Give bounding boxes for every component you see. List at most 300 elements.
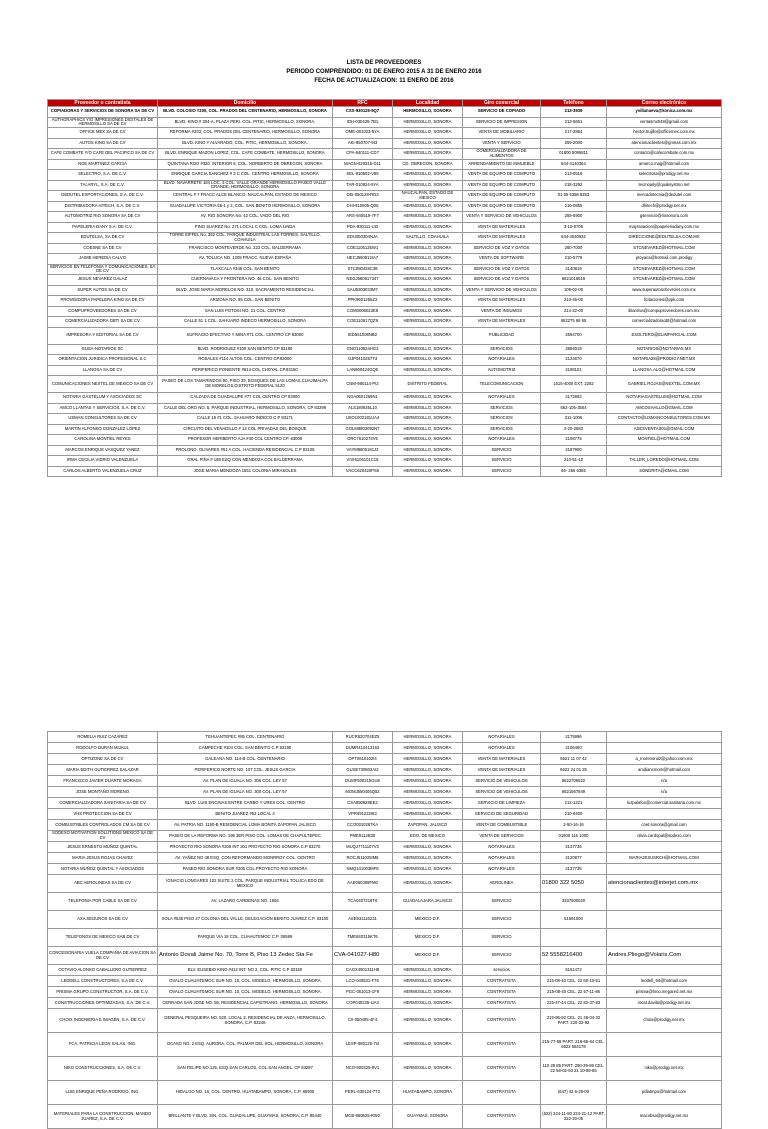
rfc-cell: USO1002181UA4	[333, 414, 393, 425]
locality-cell: HERMOSILLO, SONORA	[393, 306, 463, 317]
address-cell: OCASO NO. 2 ESQ. AURORA, COL. PALMAR DEL SOL, HERMOSILLO, SONORA	[158, 1033, 333, 1057]
locality-cell: HERMOSILLO, SONORA	[393, 445, 463, 456]
column-header-rfc: RFC	[333, 100, 393, 107]
address-cell: CIRCUITO DEL VENADILLO # 14 COL PRIVADAS DEL BOSQUE	[158, 424, 333, 435]
locality-cell: EDO. DE MEXICO	[393, 831, 463, 842]
business-cell: VENTA Y SERVICIO	[463, 138, 541, 149]
locality-cell: HERMOSILLO, SONORA	[393, 743, 463, 754]
phone-cell: 215-08-40 CEL. 22 60-10-51	[541, 976, 607, 987]
locality-cell: HERMOSILLO, SONORA	[393, 875, 463, 893]
email-cell: cnet.sonora@gmail.com	[607, 820, 722, 831]
email-cell: prisma@hmo.megared.net.mx	[607, 987, 722, 998]
document-period: PERIODO COMPRENDIDO: 01 DE ENERO 2015 A 31 DE ENERO 2016	[286, 69, 482, 75]
business-cell: VENTA DE INSUMOS	[463, 306, 541, 317]
locality-cell: HERMOSILLO, SONORA	[393, 170, 463, 181]
locality-cell: MEXICO D.F.	[393, 911, 463, 929]
rfc-cell: PGC-051013-1F9	[333, 987, 393, 998]
locality-cell: HERMOSILLO, SONORA	[393, 365, 463, 376]
table-row	[48, 296, 722, 307]
address-cell: REFORMA #333, COL. PRADOS DEL CENTENARIO, HERMOSILLO, SONORA	[158, 128, 333, 139]
locality-cell: HERMOSILLO, SONORA	[393, 138, 463, 149]
rfc-cell: ROCJ511025IM6	[333, 853, 393, 864]
locality-cell: HERMOSILLO, SONORA	[393, 344, 463, 355]
locality-cell: HERMOSILLO, SONORA	[393, 998, 463, 1009]
rfc-cell: SAU5203033M7	[333, 285, 393, 296]
locality-cell: HERMOSILLO, SONORA	[393, 317, 463, 328]
phone-cell: 52 5558216400	[541, 947, 607, 965]
rfc-cell: EDU050304NJA	[333, 233, 393, 244]
locality-cell: HERMOSILLO, SONORA	[393, 776, 463, 787]
supplier-cell: AUTOS KINO SA DE CV	[48, 138, 158, 149]
email-cell: GABRIEL.ROJAS@NEXTEL.COM.MX	[607, 376, 722, 393]
email-cell: tecmoaily@qualisystmo.net	[607, 180, 722, 191]
phone-cell: 2140819	[541, 264, 607, 275]
business-cell: SERVICIO DE VOZ Y DATOS	[463, 243, 541, 254]
supplier-cell: RODOLFO DURAN MIJAUL	[48, 743, 158, 754]
table-row	[48, 820, 722, 831]
supplier-cell: SELECTRO, S.A. DE C.V.	[48, 170, 158, 181]
phone-cell: 215-08-40 CEL. 22 57-11-86	[541, 987, 607, 998]
phone-cell: 215-95-92 CEL. 21 48-04-32 PART. 220-32-92	[541, 1009, 607, 1033]
supplier-cell: JAIME HEREDIA CALVO	[48, 254, 158, 265]
rfc-cell: SEL-910502-V89	[333, 170, 393, 181]
table-row	[48, 976, 722, 987]
locality-cell: HERMOSILLO, SONORA	[393, 107, 463, 118]
locality-cell: HERMOSILLO, SONORA	[393, 1057, 463, 1081]
locality-cell: HERMOSILLO, SONORA	[393, 1033, 463, 1057]
email-cell	[607, 911, 722, 929]
rfc-cell: VPR091222I63	[333, 809, 393, 820]
phone-cell: 3-10-0706	[541, 222, 607, 233]
supplier-cell: CAFE COMBATE Y/O CAFE DEL PACIFICO SA DE CV	[48, 149, 158, 160]
suppliers-table-page-1	[47, 99, 722, 477]
locality-cell: HERMOSILLO, SONORA	[393, 201, 463, 212]
business-cell: SERVICIO	[463, 893, 541, 911]
supplier-cell: ROMELIA RUIZ CAZAREZ	[48, 732, 158, 743]
address-cell: TLAXCALA #346 COL. SAN BENITO	[158, 264, 333, 275]
column-header-business: Giro comercial	[463, 100, 541, 107]
phone-cell: 215-47-44 CEL. 22 82-37-83	[541, 998, 607, 1009]
supplier-cell: PROVEEDORA PAPELERA KINO SA DE CV	[48, 296, 158, 307]
business-cell: COMERCIALIZADORA DE ALIMENTOS	[463, 149, 541, 160]
email-cell: n/a	[607, 787, 722, 798]
supplier-cell: GUSA-NOTARIOS SC	[48, 344, 158, 355]
address-cell: BLVD. RODRIGUEZ #100 SAN BENITO CP 83190	[158, 344, 333, 355]
business-cell: SERVICIO	[463, 911, 541, 929]
phone-cell: 2594700	[541, 327, 607, 344]
address-cell: CALLE DEL ORO NO. 5, PARQUE INDUSTRIAL, HERMOSILLO, SONORA, CP 83299	[158, 403, 333, 414]
table-row	[48, 306, 722, 317]
email-cell: yvillanueva@konica.com.mx	[607, 107, 722, 118]
address-cell: AV. TOLUCA NO. 1209 FRACC. NUEVA ESPAÑA	[158, 254, 333, 265]
business-cell: VENTA DE MOBILIARIO	[463, 128, 541, 139]
locality-cell: HERMOSILLO, SONORA	[393, 976, 463, 987]
locality-cell: HERMOSILLO, SONORA	[393, 149, 463, 160]
business-cell: SERVICIO DE VOZ Y DATOS	[463, 275, 541, 286]
phone-cell: 210-51-10	[541, 456, 607, 467]
business-cell: VENTA DE SOFTWARE	[463, 254, 541, 265]
email-cell: a_morenoruiz@yahoo.com.mx	[607, 754, 722, 765]
phone-cell: 844-4040932	[541, 233, 607, 244]
address-cell: CALLE 51 1 COL. SAHUARO INDECO HERMOSILLO, SONORA	[158, 317, 333, 328]
supplier-cell: NIKO CONSTRUCCIONES, S.A. DE C.V.	[48, 1057, 158, 1081]
supplier-cell: IMPRESORA Y EDITORIAL SA DE CV	[48, 327, 158, 344]
supplier-cell: OPTIZONE SA DE CV	[48, 754, 158, 765]
rfc-cell: CSA850828EE2	[333, 798, 393, 809]
business-cell: SERVICIO	[463, 466, 541, 477]
table-row	[48, 466, 722, 477]
business-cell: SERVICIO DE VEHICULOS	[463, 776, 541, 787]
supplier-cell: MATERIALES PARA LA CONSTRUCCION, MANDO JUAREZ, S.A. DE C.V.	[48, 1105, 158, 1129]
supplier-cell: CONCESIONARIA VUELA COMPAÑIA DE AVIACION SA DE CV	[48, 947, 158, 965]
supplier-cell: JESUS ERNESTO MUÑOZ QUINTAL	[48, 842, 158, 853]
phone-cell: 214-22-00	[541, 306, 607, 317]
email-cell: amdiancmom@hotmail.com	[607, 765, 722, 776]
address-cell: PARQUE VIA 18 COL. CUAHUTEMOC C.P. 06599	[158, 929, 333, 947]
supplier-cell: TELEFONOS DE MEXICO SAB DE CV	[48, 929, 158, 947]
locality-cell: HERMOSILLO, SONORA	[393, 754, 463, 765]
table-row	[48, 853, 722, 864]
business-cell: NOTARIALES	[463, 732, 541, 743]
business-cell: TELECOMUNICACION	[463, 376, 541, 393]
address-cell: BLVD. KINO Y ALVARADO, COL. PITIC, HERMOSILLO, SONORA.	[158, 138, 333, 149]
locality-cell: SALTILLO, COAHUILA	[393, 233, 463, 244]
email-cell: choix@prodigy.net.mx	[607, 1009, 722, 1033]
phone-cell: 2137735	[541, 864, 607, 875]
email-cell: NOTARIA28@PRODIGY.NET.MX	[607, 355, 722, 366]
table-row	[48, 842, 722, 853]
table-row	[48, 1105, 722, 1129]
address-cell: CALZADA DE GUADALUPE #77 COL CENTRO CP 83000	[158, 393, 333, 404]
supplier-cell: MARCOS ENRIQUE VASQUEZ YANEZ	[48, 445, 158, 456]
address-cell: CENTRAL # 7 FRACC ALCE BLANCO, NAUCALPAN, ESTADO DE MEXICO	[158, 191, 333, 202]
email-cell: STCNEVAREZ@HOTMAIL.COM	[607, 275, 722, 286]
supplier-cell: NOTARIA MUÑOZ QUINTAL Y ASOCIADOS	[48, 864, 158, 875]
locality-cell: HERMOSILLO, SONORA	[393, 765, 463, 776]
rfc-cell: AAE050309FM0	[333, 875, 393, 893]
rfc-cell: TME840315KT6	[333, 929, 393, 947]
email-cell: MONTIEL@HOTMAIL.COM	[607, 435, 722, 446]
phone-cell: 2188101	[541, 365, 607, 376]
supplier-cell: OFFICE MEX SA DE CV	[48, 128, 158, 139]
document-title: LISTA DE PROVEEDORES	[346, 60, 422, 66]
rfc-cell: CCO0310267KA	[333, 820, 393, 831]
rfc-cell: MUQJ7711107V3	[333, 842, 393, 853]
phone-cell: 259-5900	[541, 212, 607, 223]
table-row	[48, 233, 722, 244]
address-cell: SAN LUIS POTOSI NO. 21 COL. CENTRO	[158, 306, 333, 317]
supplier-cell: JOSE MONTAÑO MORENO	[48, 787, 158, 798]
phone-cell: 217-2864	[541, 128, 607, 139]
address-cell: BRILLANTE Y BLVD. S/N, COL. GUADALUPE, GUAYMAS, SONORA, C.P. 85440	[158, 1105, 333, 1129]
rfc-cell: OPT0810102I4	[333, 754, 393, 765]
supplier-cell: DEDUTEL EXPORTACIONES, S.A. DE C.V.	[48, 191, 158, 202]
business-cell: SERVICIO	[463, 947, 541, 965]
email-cell	[607, 809, 722, 820]
rfc-cell: GNO110824HG3	[333, 344, 393, 355]
supplier-cell: AUTHGRAPHICS Y/O IMPRESIONES DIGITALES DE HERMOSILLO SA DE CV	[48, 117, 158, 128]
email-cell: leodell_94@hotmail.com	[607, 976, 722, 987]
rfc-cell: COE110617QZ9	[333, 317, 393, 328]
supplier-cell: MARTIN ALFONSO GONZALEZ LOPEZ	[48, 424, 158, 435]
rfc-cell: HECJ560812IA7	[333, 254, 393, 265]
business-cell: VENTA DE EQUIPO DE COMPUTO	[463, 201, 541, 212]
rfc-cell: COE1105125W1	[333, 243, 393, 254]
table-row	[48, 159, 722, 170]
phone-cell: 2106460	[541, 743, 607, 754]
email-cell: NOTARIOS@NOTARIAS.MX	[607, 344, 722, 355]
phone-cell: 311-1006	[541, 414, 607, 425]
supplier-cell: OCTAVIO ALONSO CABALLERO GUTIERREZ	[48, 965, 158, 976]
supplier-cell: TAI ARYL, S.A. DE C.V.	[48, 180, 158, 191]
email-cell: proyaca@hotmail.com.prodigy	[607, 254, 722, 265]
supplier-cell: MARIA JESUS ROJAS CHAVEZ	[48, 853, 158, 864]
email-cell: comercializadoraobt@hotmail.com	[607, 317, 722, 328]
rfc-cell: IDH-030426-7B1	[333, 117, 393, 128]
address-cell: BLVD. COLOSIO #200, COL. PRADOS DEL CENTENARIO, HERMOSILLO, SONORA	[158, 107, 333, 118]
phone-cell: 01 55 5358 8253	[541, 191, 607, 202]
locality-cell: GUAYMAS, SONORA	[393, 1105, 463, 1129]
rfc-cell: PME9112B30	[333, 831, 393, 842]
rfc-cell: ARS-940519-7F7	[333, 212, 393, 223]
business-cell: VENTA Y SERVICIO DE VEHICULOS	[463, 285, 541, 296]
rfc-cell: COM0006023E8	[333, 306, 393, 317]
business-cell: CONTRATISTA	[463, 976, 541, 987]
address-cell: PASEO DE LA REFORMA NO. 195 3ER PISO COL. LOMAS DE CHAPULTEPEC	[158, 831, 333, 842]
table-row	[48, 138, 722, 149]
address-cell: AV. PATRIA NO. 1150-B RESIDENCIAL LOMA BONITA ZAPOPAN JALISCO	[158, 820, 333, 831]
phone-cell: 210-46-00	[541, 296, 607, 307]
business-cell: SERVICIOS	[463, 414, 541, 425]
business-cell: NOTARIALES	[463, 743, 541, 754]
address-cell: QUINTANA ROO #320. INTERIOR 8. COL. NORBERTO DE OBREGON, SONORA	[158, 159, 333, 170]
business-cell: VENTA DE MATERIALES	[463, 222, 541, 233]
supplier-cell: CARLOS ALBERTO VALENZUELA CRUZ	[48, 466, 158, 477]
locality-cell: HERMOSILLO, SONORA	[393, 798, 463, 809]
address-cell: BLVD. JOSE MARIA MORELOS NO. 310, SACRAMENTO RESIDENCIAL	[158, 285, 333, 296]
column-header-email: Correo electrónico	[607, 100, 722, 107]
address-cell: CALLE 15 #1 COL. SAHUARO INDECO C.P 83171	[158, 414, 333, 425]
table-row	[48, 222, 722, 233]
business-cell: SERVICIO	[463, 456, 541, 467]
business-cell: VENTA DE EQUIPO DE COMPUTO	[463, 180, 541, 191]
supplier-cell: LLANOSA SA DE CV	[48, 365, 158, 376]
email-cell: gsenvicio@riosonora.com	[607, 212, 722, 223]
address-cell: ENRIQUE GARCIA SANCHEZ # 3 C COL. CENTRO HERMOSILLO, SONORA	[158, 170, 333, 181]
supplier-cell: IRMA CECILIA VIDRIO VALENZUELA	[48, 456, 158, 467]
locality-cell: HERMOSILLO, SONORA	[393, 264, 463, 275]
rfc-cell: STC080428C38	[333, 264, 393, 275]
email-cell: macobsa@prodigy.net.mx	[607, 1105, 722, 1129]
email-cell: CONTACTO@USMANCONSULTORES.COM.MX	[607, 414, 722, 425]
phone-cell: 109-02-00	[541, 285, 607, 296]
business-cell: VENTA DE MATERIALES	[463, 233, 541, 244]
email-cell	[607, 743, 722, 754]
email-cell	[607, 732, 722, 743]
supplier-cell: CONSTRUCCIONES OPTIMIZADAS, S.A. DE C.V.	[48, 998, 158, 1009]
rfc-cell: ALS180926L10	[333, 403, 393, 414]
supplier-cell: VHS PROTECCION SA DE CV	[48, 809, 158, 820]
table-row	[48, 875, 722, 893]
phone-cell: 01800 5095811	[541, 149, 607, 160]
phone-cell: 215-77-58 PART. 216-65-64 CEL. 6622 584178	[541, 1033, 607, 1057]
rfc-cell: VACC620420PS6	[333, 466, 393, 477]
table-row	[48, 149, 722, 160]
table-row	[48, 743, 722, 754]
supplier-cell: ABC AEROLINEAS SA DE CV	[48, 875, 158, 893]
business-cell: SERVICIO DE COPIADO	[463, 107, 541, 118]
locality-cell: HERMOSILLO, SONORA	[393, 243, 463, 254]
locality-cell: HERMOSILLO, SONORA	[393, 355, 463, 366]
email-cell: AMCOSAHLLO@GMAIL.COM	[607, 403, 722, 414]
locality-cell: HERMOSILLO, SONORA	[393, 853, 463, 864]
phone-cell: 66- 255 6385	[541, 466, 607, 477]
phone-cell: 2137736	[541, 842, 607, 853]
email-cell: DIRECCIONE@EDUTELSA.COM.MX	[607, 233, 722, 244]
business-cell: VENTA DE COMBUSTIBLE	[463, 820, 541, 831]
email-cell: luzpalafox@comercial.sanitaria.com.mx	[607, 798, 722, 809]
address-cell: PROLONG. OLIVARES #51 A COL. HACIENDA RESIDENCIAL C.P 83105	[158, 445, 333, 456]
rfc-cell: COP040225-UA3	[333, 998, 393, 1009]
table-row	[48, 107, 722, 118]
supplier-cell: CHOIX INGENIERIA E IMAGEN, S.A. DE C.V.	[48, 1009, 158, 1033]
business-cell: CONTRATISTA	[463, 1057, 541, 1081]
email-cell: olivia.cardopal@sodexo.com	[607, 831, 722, 842]
table-row	[48, 403, 722, 414]
rfc-cell: PERL-630124-7T3	[333, 1081, 393, 1105]
address-cell: BLVD. ENRIQUE MAZON LOPEZ, COL. CAFE COMBATE, HERMOSILLO, SONORA	[158, 149, 333, 160]
phone-cell: 662275 68 65	[541, 317, 607, 328]
table-row	[48, 456, 722, 467]
email-cell: licitaciones@ppk.com	[607, 296, 722, 307]
email-cell: atencionaclientes@gnmas.com.mx	[607, 138, 722, 149]
suppliers-table-page-2	[47, 731, 722, 1129]
locality-cell: HERMOSILLO, SONORA	[393, 864, 463, 875]
rfc-cell: OME-001023-5YA	[333, 128, 393, 139]
rfc-cell: NMQ141003MF5	[333, 864, 393, 875]
supplier-cell: ORIENTACION JURIDICA PROFESIONAL S.C	[48, 355, 158, 366]
address-cell: GUADALUPE VICTORIA 55-1 y 2, COL. SAN BENITO HERMOSILLO, SONORA	[158, 201, 333, 212]
business-cell: NOTARIALES	[463, 355, 541, 366]
address-cell: PASEO RIO SONORA SUR #205 COL.PROYECTO RIO SONORA	[158, 864, 333, 875]
table-row	[48, 275, 722, 286]
table-row	[48, 445, 722, 456]
rfc-cell: LESP-580125-7I4	[333, 1033, 393, 1057]
email-cell	[607, 965, 722, 976]
locality-cell: HERMOSILLO, SONORA	[393, 809, 463, 820]
supplier-cell: COPIADORAS Y SERVICIOS DE SONORA SA DE CV	[48, 107, 158, 118]
phone-cell: 213-5651	[541, 117, 607, 128]
address-cell: PASEO DE LOS TAMARINDOS 90, PISO 29, BOSQUES DE LAS LOMAS,CUAJIMALPA DE MORELOS,DISTRITO FEDERAL 5120	[158, 376, 333, 393]
email-cell: MARIAJESUSRCH@HOTMAIL.COM	[607, 853, 722, 864]
business-cell: PUBLICIDAD	[463, 327, 541, 344]
address-cell: XOLA #535 PISO 27 COLONIA DEL VALLE, DELEGACION BENITO JUAREZ C.P. 03100	[158, 911, 333, 929]
supplier-cell: AUTOMOTRIZ RIO SONORA SA DE CV	[48, 212, 158, 223]
phone-cell: 2854019	[541, 344, 607, 355]
locality-cell: HERMOSILLO, SONORA	[393, 296, 463, 307]
table-row	[48, 998, 722, 1009]
rfc-cell: TCA0407219T6	[333, 893, 393, 911]
address-cell: GRAL PIÑA # 168 ESQ CON MENDOZA COL BALDERRAMA	[158, 456, 333, 467]
address-cell: SUFRAGIO EFECTIVO Y MINA #71 COL. CENTRO CP 83000	[158, 327, 333, 344]
rfc-cell: CII-050405-4F4	[333, 1009, 393, 1033]
phone-cell: 210-9400	[541, 809, 607, 820]
locality-cell: HERMOSILLO, SONORA	[393, 222, 463, 233]
email-cell	[607, 864, 722, 875]
address-cell: BLV. EUSEBIO KINO #412 INT. NO 2, COL. PITIC C.P 83150	[158, 965, 333, 976]
supplier-cell: SUPER AUTOS SA DE CV	[48, 285, 158, 296]
phone-cell: 6621016519	[541, 275, 607, 286]
email-cell: atencionaclientes@interjet.com.mx	[607, 875, 722, 893]
supplier-cell: CAROLINA MONTIEL REYES	[48, 435, 158, 446]
phone-cell: 210-0855	[541, 201, 607, 212]
address-cell: ARIZONA NO. 85 COL. SAN BENITO	[158, 296, 333, 307]
table-row	[48, 327, 722, 344]
business-cell: VENTA DE EQUIPO DE COMPUTO	[463, 170, 541, 181]
business-cell: VENTA DE MATERIALES	[463, 296, 541, 307]
column-header-locality: Localidad	[393, 100, 463, 107]
table-row	[48, 1033, 722, 1057]
locality-cell: HERMOSILLO, SONORA	[393, 787, 463, 798]
address-cell: TEHUANTEPEC #85 COL. CENTENARIO	[158, 732, 333, 743]
supplier-cell: COESNE SA DE CV	[48, 243, 158, 254]
rfc-cell: AKI-850707-9I3	[333, 138, 393, 149]
table-row	[48, 911, 722, 929]
business-cell: CONTRATISTA	[463, 1081, 541, 1105]
table-row	[48, 264, 722, 275]
locality-cell: HERMOSILLO, SONORA	[393, 403, 463, 414]
supplier-cell: LUIS ENRIQUE PEÑA RODRIGO, ING.	[48, 1081, 158, 1105]
rfc-cell: DEI-050128-RD3	[333, 191, 393, 202]
supplier-cell: TELEFONIA POR CABLE SA DE CV	[48, 893, 158, 911]
address-cell: FRANCISCO MONTEVERDE No. 223 COL. BALDERRAMA	[158, 243, 333, 254]
phone-cell: 3337500020	[541, 893, 607, 911]
address-cell: PERIFERICO PONIENTE #614 COL CHOYAL CP.83150	[158, 365, 333, 376]
business-cell: AUTOMOTRIZ	[463, 365, 541, 376]
table-row	[48, 191, 722, 202]
email-cell	[607, 929, 722, 947]
table-row	[48, 929, 722, 947]
table-row	[48, 376, 722, 393]
phone-cell: 2187900	[541, 445, 607, 456]
rfc-cell: PDA-930111-UI3	[333, 222, 393, 233]
rfc-cell: MOMJ550405Q52	[333, 787, 393, 798]
rfc-cell: GOLM8802092N7	[333, 424, 393, 435]
email-cell: dhitech@prodigy.net.mx	[607, 201, 722, 212]
locality-cell: HERMOSILLO, SONORA	[393, 327, 463, 344]
supplier-cell: LEDDELL CONSTRUCTORES, S.A DE C.V.	[48, 976, 158, 987]
phone-cell: 01800 116 1000	[541, 831, 607, 842]
supplier-cell: COMBUSTIBLES CONTROLADOS CM SA DE CV	[48, 820, 158, 831]
email-cell: rocar.davila@prodigy.net.mx	[607, 998, 722, 1009]
locality-cell: HERMOSILLO, SONORA	[393, 456, 463, 467]
address-cell: GENERAL PESQUEIRA NO. 520, LOCAL 3, RESIDENCIAL DE ANZA, HERMOSILLO, SONORA, C.P. 83248	[158, 1009, 333, 1033]
supplier-cell: FCA. PATRICIA LEON SALAS, ING.	[48, 1033, 158, 1057]
business-cell: NOTARIALES	[463, 853, 541, 864]
table-row	[48, 128, 722, 139]
business-cell: AEROLINEA	[463, 875, 541, 893]
supplier-cell: COMPUPROVEEDORES SA DE CV	[48, 306, 158, 317]
table-row	[48, 765, 722, 776]
locality-cell: MEXICO D.F.	[393, 929, 463, 947]
rfc-cell: MAGN-620315-D11	[333, 159, 393, 170]
supplier-cell: SERVICIOS EN TELEFONIA Y COMUNICACIONES, SA DE CV	[48, 264, 158, 275]
business-cell: NOTARIALES	[463, 435, 541, 446]
locality-cell: HERMOSILLO, SONORA	[393, 254, 463, 265]
locality-cell: NAUCALPAN, ESTADO DE MEXICO	[393, 191, 463, 202]
rfc-cell: VAYM8805181J3	[333, 445, 393, 456]
locality-cell: HERMOSILLO, SONORA	[393, 414, 463, 425]
